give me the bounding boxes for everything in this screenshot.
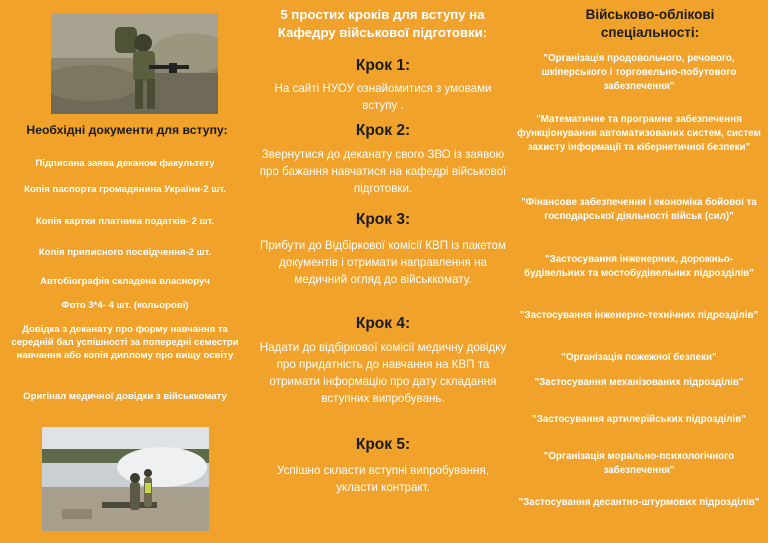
step-3-text: Прибути до Відбіркової комісії КВП із пакетом документів і отримати направлення на медичний огляд до військкомату.	[260, 239, 506, 286]
document-item: Довідка з деканату про форму навчання та середній бал успішності за попередні семестри навчання або копія диплому про вищу освіту	[11, 324, 239, 361]
steps-heading: 5 простих кроків для вступу на Кафедру військової підготовки:	[277, 7, 488, 40]
documents-heading: Необхідні документи для вступу:	[26, 123, 228, 137]
specialty-item: "Застосування механізованих підрозділів"	[534, 377, 744, 388]
step-1-text: На сайті НУОУ ознайомитися з умовами вступу .	[274, 82, 492, 112]
document-item: Копія картки платника податків- 2 шт.	[35, 216, 215, 227]
step-2-text: Звернутися до деканату свого ЗВО із заявою про бажання навчатися на кафедрі військової підготовки.	[259, 148, 507, 195]
specialty-item: "Застосування десантно-штурмових підрозділів"	[518, 497, 760, 508]
specialties-heading: Військово-облікові спеціальності:	[585, 7, 715, 40]
specialty-item: "Організація морально-психологічного забезпечення"	[543, 451, 735, 476]
specialty-item: "Застосування артилерійських підрозділів"	[532, 414, 746, 425]
specialty-item: "Організація продовольчого, речового, шкіперського і торговельно-побутового забезпечення"	[541, 53, 737, 92]
step-1-heading: Крок 1:	[355, 57, 411, 74]
specialty-item: "Застосування інженерно-технічних підрозділів"	[519, 310, 759, 321]
document-item: Копія паспорта громадянина України-2 шт.	[24, 184, 226, 195]
step-2-heading: Крок 2:	[355, 122, 411, 139]
step-5-text: Успішно скласти вступні випробування, укласти контракт.	[277, 464, 489, 494]
specialty-item: "Математичне та програмне забезпечення функціонування автоматизованих систем, систем захисту інформації та кібернетичної безпеки"	[517, 114, 761, 153]
soldier-photo	[51, 13, 218, 114]
specialty-item: "Організація пожежної безпеки"	[561, 352, 717, 363]
step-4-text: Надати до відбіркової комісії медичну довідку про придатність до навчання на КВП та отримати інформацію про дату складання вступних випробувань.	[259, 341, 507, 405]
document-item: Фото 3*4- 4 шт. (кольорові)	[61, 300, 189, 311]
specialty-item: "Застосування інженерних, дорожньо-будівельних та мостобудівельних підрозділів"	[524, 254, 754, 279]
document-item: Оригінал медичної довідки з військкомату	[23, 391, 227, 402]
shooting-range-photo	[42, 427, 209, 531]
step-3-heading: Крок 3:	[355, 211, 411, 228]
step-5-heading: Крок 5:	[355, 436, 411, 453]
document-item: Підписана заява деканом факультету	[35, 158, 215, 169]
document-item: Автобіографія складена власноруч	[40, 276, 210, 287]
step-4-heading: Крок 4:	[355, 315, 411, 332]
document-item: Копія приписного посвідчення-2 шт.	[38, 247, 212, 258]
specialty-item: "Фінансове забезпечення і економіка бойової та господарської діяльності військ (сил)"	[521, 197, 757, 222]
